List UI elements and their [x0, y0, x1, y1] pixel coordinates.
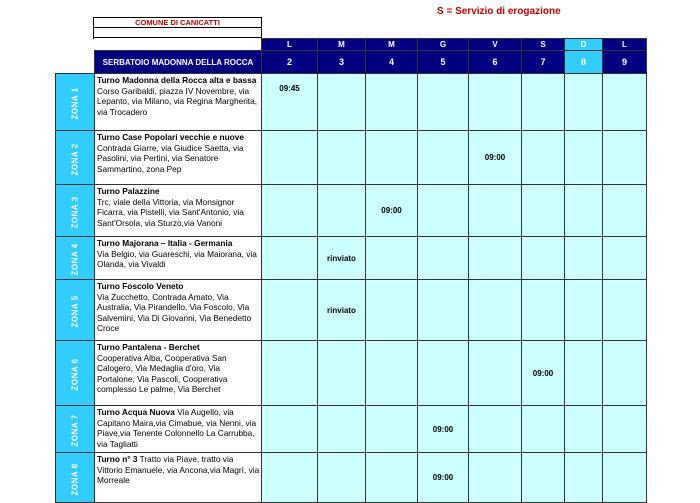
- zone-label-cell: [56, 341, 95, 406]
- schedule-cell: 09:00: [418, 453, 469, 503]
- zone-label: ZONA 5: [70, 295, 80, 328]
- schedule-cell: [565, 280, 603, 341]
- comune-blank-row: [94, 28, 262, 38]
- day-letter-row: [56, 39, 647, 51]
- schedule-cell: [469, 453, 522, 503]
- schedule-cell: [603, 131, 647, 185]
- zone-row: [56, 131, 647, 185]
- legend-text: S = Servizio di erogazione: [437, 6, 561, 17]
- zone-label: ZONA 4: [70, 243, 80, 276]
- schedule-cell: [262, 406, 318, 453]
- zone-title: Turno Majorana – Italia - Germania: [97, 238, 233, 248]
- schedule-cell: [565, 74, 603, 131]
- zone-streets: Via Augello, via Capitano Maira,via Cimabue, via Nenni, via Piave,via Tenente Colonnello La Carrubba, via Tagliatti: [97, 407, 257, 449]
- comune-title: COMUNE DI CANICATTI: [94, 18, 262, 28]
- zone-row: [56, 74, 647, 131]
- schedule-cell: [603, 237, 647, 280]
- schedule-cell: [366, 406, 418, 453]
- blank-cell: [56, 39, 95, 51]
- schedule-cell: [565, 131, 603, 185]
- schedule-cell: [603, 453, 647, 503]
- schedule-cell: [418, 185, 469, 237]
- zone-title: Turno Palazzine: [97, 186, 160, 196]
- zone-label-cell: [56, 453, 95, 503]
- schedule-cell: [603, 406, 647, 453]
- schedule-cell: [366, 280, 418, 341]
- schedule-cell: [522, 185, 565, 237]
- schedule-cell: [522, 453, 565, 503]
- zone-description: [95, 453, 262, 503]
- blank-cell: [95, 39, 262, 51]
- schedule-cell: rinviato: [318, 237, 366, 280]
- zone-streets: Trc, viale della Vittoria, via Monsignor Ficarra, via Pistelli, via Sant'Antonio, via Sant'Orsola, via Sturzo,via Vanoni: [97, 196, 244, 228]
- blank-cell: [56, 51, 95, 74]
- serbatoio-label: SERBATOIO MADONNA DELLA ROCCA: [95, 51, 262, 74]
- zone-title: Turno n° 3: [97, 454, 138, 464]
- schedule-cell: [565, 453, 603, 503]
- day-number-cell: 9: [603, 51, 647, 74]
- schedule-cell: [603, 74, 647, 131]
- schedule-cell: [469, 341, 522, 406]
- zone-row: [56, 406, 647, 453]
- schedule-cell: [318, 74, 366, 131]
- zone-streets: Corso Garibaldi, piazza IV Novembre, via Lepanto, via Milano, via Regina Margherita, via Trocadero: [97, 85, 258, 117]
- schedule-cell: [262, 185, 318, 237]
- zone-label: ZONA 7: [70, 414, 80, 447]
- schedule-cell: [469, 74, 522, 131]
- schedule-cell: 09:00: [522, 341, 565, 406]
- schedule-cell: [418, 237, 469, 280]
- day-number-row: [56, 51, 647, 74]
- zone-description: [95, 185, 262, 237]
- day-number-cell: 3: [318, 51, 366, 74]
- day-letter-cell: D: [565, 39, 603, 51]
- zone-row: [56, 453, 647, 503]
- zone-streets: Via Belgio, via Guareschi, via Maiorana, via Olanda, via Vivaldi: [97, 248, 257, 270]
- zone-description: [95, 280, 262, 341]
- schedule-cell: [565, 237, 603, 280]
- schedule-cell: [522, 131, 565, 185]
- schedule-cell: [469, 280, 522, 341]
- zone-title: Turno Acqua Nuova: [97, 407, 175, 417]
- schedule-cell: [565, 406, 603, 453]
- schedule-cell: [522, 237, 565, 280]
- schedule-cell: [418, 341, 469, 406]
- schedule-cell: [366, 341, 418, 406]
- schedule-cell: [469, 406, 522, 453]
- zone-label-cell: [56, 185, 95, 237]
- schedule-cell: [262, 237, 318, 280]
- schedule-cell: [565, 341, 603, 406]
- schedule-cell: [262, 453, 318, 503]
- schedule-cell: [318, 185, 366, 237]
- schedule-cell: [603, 280, 647, 341]
- zone-streets: Via Zucchetto, Contrada Amato, Via Australia, Via Pirandello, Via Foscolo, Via Salvemini, Via Di Giovanni, Via Benedetto Croce: [97, 291, 252, 334]
- schedule-cell: 09:00: [418, 406, 469, 453]
- day-letter-cell: L: [262, 39, 318, 51]
- schedule-cell: [603, 185, 647, 237]
- schedule-cell: [418, 131, 469, 185]
- zone-label-cell: [56, 131, 95, 185]
- schedule-cell: [262, 131, 318, 185]
- zone-title: Turno Foscolo Veneto: [97, 281, 184, 291]
- schedule-cell: [603, 341, 647, 406]
- schedule-cell: rinviato: [318, 280, 366, 341]
- zone-streets: Tratto via Piave, tratto via Vittorio Emanuele, via Ancona,via Magrì, via Morreale: [97, 454, 260, 486]
- zone-title: Turno Madonna della Rocca alta e bassa: [97, 75, 257, 85]
- day-letter-cell: S: [522, 39, 565, 51]
- zone-row: [56, 185, 647, 237]
- zone-streets: Cooperativa Alba, Cooperativa San Calogero, Via Medaglia d'oro, Via Portalone, Via Pascoli, Cooperativa complesso Le palme, Via Berchet: [97, 352, 228, 395]
- zone-description: [95, 74, 262, 131]
- zone-description: [95, 131, 262, 185]
- schedule-cell: [522, 74, 565, 131]
- zone-label: ZONA 3: [70, 195, 80, 229]
- schedule-cell: [366, 131, 418, 185]
- schedule-cell: 09:00: [366, 185, 418, 237]
- zone-label-cell: [56, 280, 95, 341]
- zone-label: ZONA 6: [70, 358, 80, 391]
- schedule-cell: [418, 74, 469, 131]
- zone-title: Turno Case Popolari vecchie e nuove: [97, 132, 244, 142]
- schedule-cell: [318, 131, 366, 185]
- zone-description: [95, 406, 262, 453]
- day-number-cell: 7: [522, 51, 565, 74]
- zone-description: [95, 341, 262, 406]
- schedule-cell: 09:00: [469, 131, 522, 185]
- day-number-cell: 2: [262, 51, 318, 74]
- schedule-cell: [522, 406, 565, 453]
- schedule-table: [55, 38, 647, 503]
- day-letter-cell: G: [418, 39, 469, 51]
- schedule-cell: [418, 280, 469, 341]
- schedule-cell: [318, 453, 366, 503]
- zone-label-cell: [56, 237, 95, 280]
- zone-label-cell: [56, 406, 95, 453]
- schedule-cell: [469, 185, 522, 237]
- zone-streets: Contrada Giarre, via Giudice Saetta, via Pasolini, via Pertini, via Senatore Sammartino, zona Pep: [97, 142, 244, 174]
- schedule-cell: 09:45: [262, 74, 318, 131]
- zone-description: [95, 237, 262, 280]
- zone-row: [56, 341, 647, 406]
- day-letter-cell: L: [603, 39, 647, 51]
- schedule-cell: [366, 74, 418, 131]
- zone-row: [56, 280, 647, 341]
- schedule-cell: [366, 237, 418, 280]
- schedule-cell: [469, 237, 522, 280]
- schedule-cell: [522, 280, 565, 341]
- day-letter-cell: V: [469, 39, 522, 51]
- day-letter-cell: M: [366, 39, 418, 51]
- day-number-cell: 5: [418, 51, 469, 74]
- schedule-cell: [262, 341, 318, 406]
- zone-title: Turno Pantalena - Berchet: [97, 342, 200, 352]
- schedule-cell: [366, 453, 418, 503]
- schedule-cell: [318, 341, 366, 406]
- zone-label: ZONA 1: [70, 87, 80, 120]
- schedule-cell: [262, 280, 318, 341]
- zone-label: ZONA 2: [70, 142, 80, 176]
- schedule-cell: [318, 406, 366, 453]
- zone-row: [56, 237, 647, 280]
- day-number-cell: 6: [469, 51, 522, 74]
- day-letter-cell: M: [318, 39, 366, 51]
- day-number-cell: 4: [366, 51, 418, 74]
- day-number-cell: 8: [565, 51, 603, 74]
- schedule-cell: [565, 185, 603, 237]
- zone-label-cell: [56, 74, 95, 131]
- zone-label: ZONA 8: [70, 462, 80, 496]
